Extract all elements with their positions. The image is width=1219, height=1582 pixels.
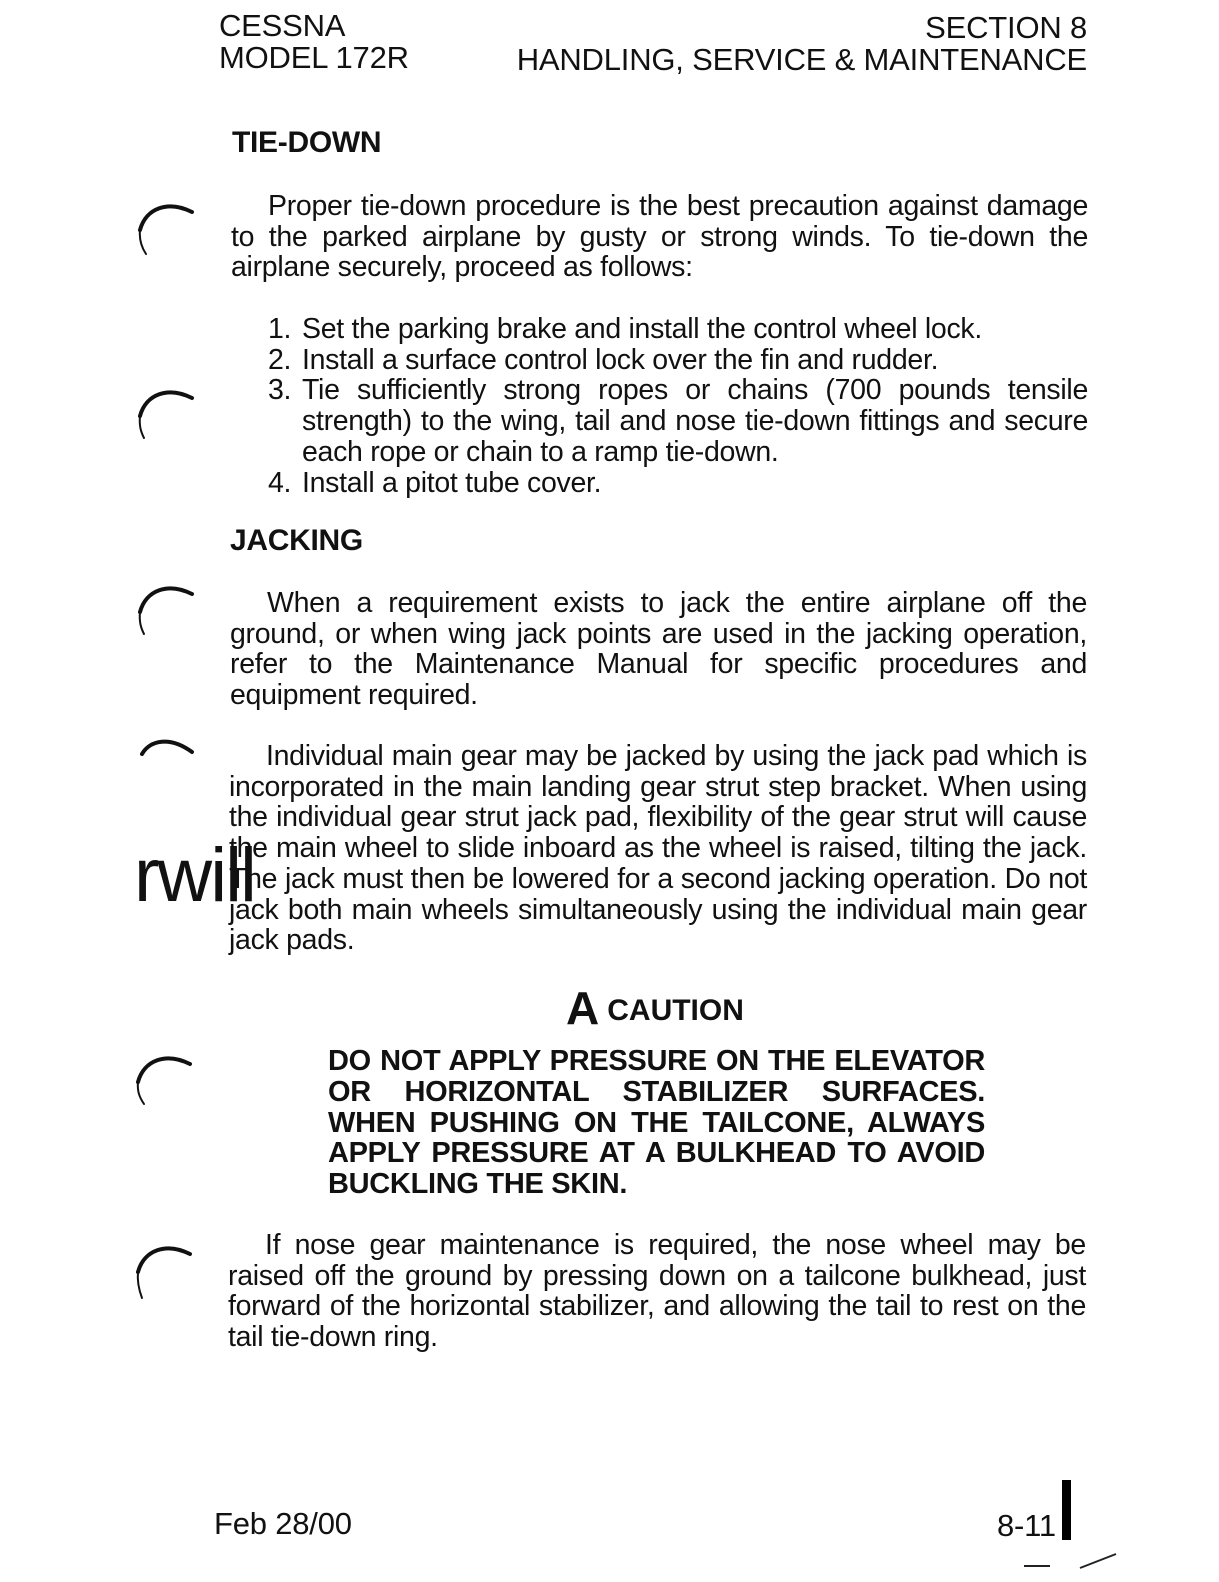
jacking-paragraph-1	[230, 588, 1087, 711]
caution-title-text: CAUTION	[607, 994, 744, 1027]
tiedown-heading: TIE-DOWN	[232, 126, 382, 159]
step-number: 3.	[268, 374, 292, 407]
footer-date: Feb 28/00	[214, 1506, 352, 1541]
jacking-paragraph-2-text: Individual main gear may be jacked by using the jack pad which is incorporated in the main landing gear strut step bracket. When using the individual gear strut jack pad, flexibility of the gear strut will cause the main wheel to slide inboard as the wheel is raised, tilting the jack. The jack must then be lowered for a second jacking operation. Do not jack both main wheels simultaneously using the individual main gear jack pads.	[229, 740, 1087, 957]
section-number: SECTION 8	[925, 10, 1087, 45]
manufacturer: CESSNA	[219, 8, 346, 43]
step-text: Install a pitot tube cover.	[302, 466, 602, 499]
list-item	[268, 314, 1088, 345]
scan-mark-icon	[1020, 1548, 1120, 1572]
step-text: Tie sufficiently strong ropes or chains (700 pounds tensile strength) to the wing, tail and nose tie-down fittings and secure each rope or chain to a ramp tie-down.	[302, 374, 1088, 468]
page-number: 8-11	[997, 1508, 1056, 1543]
jacking-heading: JACKING	[230, 524, 363, 557]
jacking-paragraph-1-text: When a requirement exists to jack the entire airplane off the ground, or when wing jack points are used in the jacking operation, refer to the Maintenance Manual for specific procedures and equipment required.	[230, 587, 1087, 712]
binder-hole-icon	[134, 716, 196, 778]
tiedown-intro-text: Proper tie-down procedure is the best precaution against damage to the parked airplane by gusty or strong winds. To tie-down the airplane securely, proceed as follows:	[231, 190, 1088, 284]
step-text: Set the parking brake and install the control wheel lock.	[302, 313, 982, 345]
caution-title	[566, 982, 744, 1034]
step-number: 4.	[268, 466, 292, 499]
jacking-paragraph-3-text: If nose gear maintenance is required, the nose wheel may be raised off the ground by pressing down on a tailcone bulkhead, just forward of the horizontal stabilizer, and allowing the tail to rest on the tail tie-down ring.	[228, 1229, 1086, 1354]
jacking-paragraph-3	[228, 1230, 1086, 1353]
binder-hole-icon	[132, 1046, 194, 1108]
list-item	[268, 375, 1088, 467]
jacking-paragraph-2	[229, 741, 1087, 956]
step-number: 2.	[268, 343, 292, 376]
list-item	[268, 468, 1088, 499]
list-item	[268, 345, 1088, 376]
binder-hole-icon	[134, 196, 196, 258]
model: MODEL 172R	[219, 40, 409, 75]
binder-hole-icon	[134, 578, 196, 640]
header-right	[517, 12, 1087, 76]
caution-text: DO NOT APPLY PRESSURE ON THE ELEVATOR OR HORIZONTAL STABILIZER SURFACES. WHEN PUSHING ON THE TAILCONE, ALWAYS APPLY PRESSURE AT A BULKHEAD TO AVOID BUCKLING THE SKIN.	[328, 1045, 985, 1201]
tiedown-steps	[268, 314, 1088, 498]
header-left	[219, 10, 409, 74]
revision-bar-icon	[1062, 1480, 1071, 1540]
margin-artifact: rwill	[134, 833, 255, 918]
step-number: 1.	[268, 313, 292, 345]
binder-hole-icon	[132, 1238, 194, 1300]
tiedown-intro	[231, 191, 1088, 283]
caution-symbol: A	[566, 982, 600, 1034]
binder-hole-icon	[134, 380, 196, 442]
section-title: HANDLING, SERVICE & MAINTENANCE	[516, 42, 1087, 77]
step-text: Install a surface control lock over the fin and rudder.	[302, 343, 939, 376]
